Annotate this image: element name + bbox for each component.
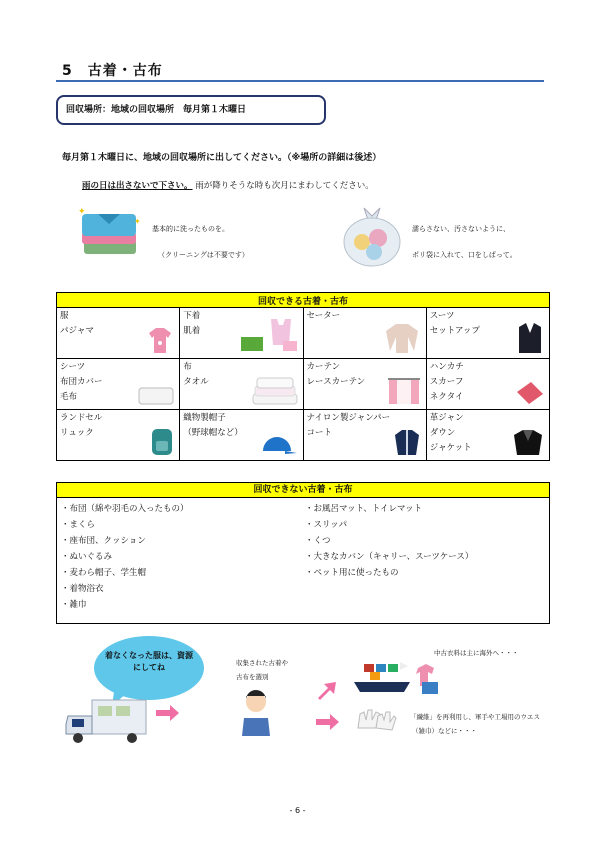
accept-cell-text: 革ジャン ダウン ジャケット xyxy=(429,413,472,453)
accept-cell-text: セーター xyxy=(306,311,341,321)
accept-cell-text: ランドセル リュック xyxy=(60,413,103,438)
accept-cell xyxy=(57,359,180,410)
accept-cell xyxy=(303,359,426,410)
accept-cell xyxy=(426,410,549,461)
reject-item: ・雑巾 xyxy=(61,600,87,610)
reject-item: ・布団（綿や羽毛の入ったもの） xyxy=(61,504,189,514)
cap-icon xyxy=(259,433,299,457)
backpack-icon xyxy=(149,423,175,457)
truck-icon xyxy=(62,696,150,748)
towel-icon xyxy=(251,376,299,406)
accept-cell xyxy=(426,308,549,359)
section-rule xyxy=(56,80,544,82)
reject-header: 回収できない古着・古布 xyxy=(57,483,549,498)
leather-jacket-icon xyxy=(511,427,545,457)
arrow-right-icon-2 xyxy=(316,714,340,730)
plastic-bag-icon xyxy=(338,198,406,268)
rain-note: 雨が降りそうな時も次月にまわしてください。 xyxy=(195,181,374,191)
export-text: 中古衣料は主に海外へ・・・ xyxy=(434,649,519,657)
note-clean: （クリーニングは不要です） xyxy=(158,251,249,259)
sort-text-1: 収集された古着や xyxy=(236,659,288,667)
accept-cell-text: 下着 肌着 xyxy=(183,311,201,336)
svg-text:✦: ✦ xyxy=(134,217,141,226)
gloves-icon xyxy=(354,706,398,732)
folded-clothes-icon xyxy=(76,200,144,262)
accept-cell-text: ナイロン製ジャンパー コート xyxy=(306,413,391,438)
note-wash: 基本的に洗ったものを。 xyxy=(152,225,229,233)
accept-cell-text: 布 タオル xyxy=(183,362,209,387)
accept-cell-text: 織物製帽子 （野球帽など） xyxy=(183,413,243,438)
reject-item: ・ペット用に使ったもの xyxy=(305,568,399,578)
accept-cell xyxy=(180,410,303,461)
reject-box xyxy=(56,482,550,624)
intro-line-1: 毎月第１木曜日に、地域の回収場所に出してください。（※場所の詳細は後述） xyxy=(62,153,382,163)
sweater-icon xyxy=(382,321,422,355)
reject-list-left xyxy=(61,501,189,613)
reject-item: ・大きなカバン（キャリー、スーツケース） xyxy=(305,552,474,562)
arrow-right-icon xyxy=(156,704,180,722)
reject-item: ・麦わら帽子、学生帽 xyxy=(61,568,147,578)
reject-item: ・まくら xyxy=(61,520,96,530)
accept-table xyxy=(56,292,550,461)
reuse-text-1: 「繊維」を再利用し、軍手や工場用のウエス xyxy=(410,713,540,721)
ship-icon xyxy=(352,656,442,696)
reject-item: ・座布団、クッション xyxy=(61,536,146,546)
accept-cell xyxy=(180,308,303,359)
reject-item: ・着物浴衣 xyxy=(61,584,104,594)
intro-line-2 xyxy=(82,179,374,191)
reuse-text-2: （雑巾）などに・・・ xyxy=(412,727,477,735)
jumper-icon xyxy=(392,427,422,457)
note-wet-2: ポリ袋に入れて、口をしばって。 xyxy=(412,251,517,259)
accept-cell xyxy=(180,359,303,410)
reject-item: ・ぬいぐるみ xyxy=(61,552,113,562)
svg-text:✦: ✦ xyxy=(78,207,86,217)
reject-item: ・スリッパ xyxy=(305,520,348,530)
reject-list-right xyxy=(305,501,473,581)
accept-table-header: 回収できる古着・古布 xyxy=(57,293,550,308)
arrow-up-right-icon xyxy=(316,680,338,700)
accept-cell-text: カーテン レースカーテン xyxy=(306,362,366,387)
page-number: - 6 - xyxy=(289,806,306,815)
handkerchief-icon xyxy=(515,380,545,406)
rain-warning: 雨の日は出さないで下さい。 xyxy=(82,181,193,191)
accept-cell-text: ハンカチ スカーフ ネクタイ xyxy=(429,362,464,402)
reject-item: ・お風呂マット、トイレマット xyxy=(305,504,423,514)
section-title: 5 古着・古布 xyxy=(62,63,163,79)
accept-cell xyxy=(57,308,180,359)
sort-text-2: 古布を選別 xyxy=(236,673,269,681)
shirt-icon xyxy=(145,325,175,355)
accept-cell xyxy=(303,308,426,359)
accept-cell xyxy=(57,410,180,461)
sheet-icon xyxy=(137,384,175,406)
note-wet-1: 濡らさない、汚さないように、 xyxy=(412,225,510,233)
accept-cell xyxy=(303,410,426,461)
accept-cell-text: スーツ セットアップ xyxy=(429,311,480,336)
accept-cell-text: 服 パジャマ xyxy=(60,311,94,336)
accept-cell xyxy=(426,359,549,410)
location-box: 回収場所：地域の回収場所 毎月第１木曜日 xyxy=(56,95,326,125)
curtain-icon xyxy=(386,376,422,406)
reject-item: ・くつ xyxy=(305,536,331,546)
worker-icon xyxy=(238,690,274,738)
accept-cell-text: シーツ 布団カバー 毛布 xyxy=(60,362,103,402)
underwear-icon xyxy=(239,317,299,355)
suit-icon xyxy=(515,321,545,355)
bubble-text: 着なくなった服は、資源にしてね xyxy=(105,651,193,672)
